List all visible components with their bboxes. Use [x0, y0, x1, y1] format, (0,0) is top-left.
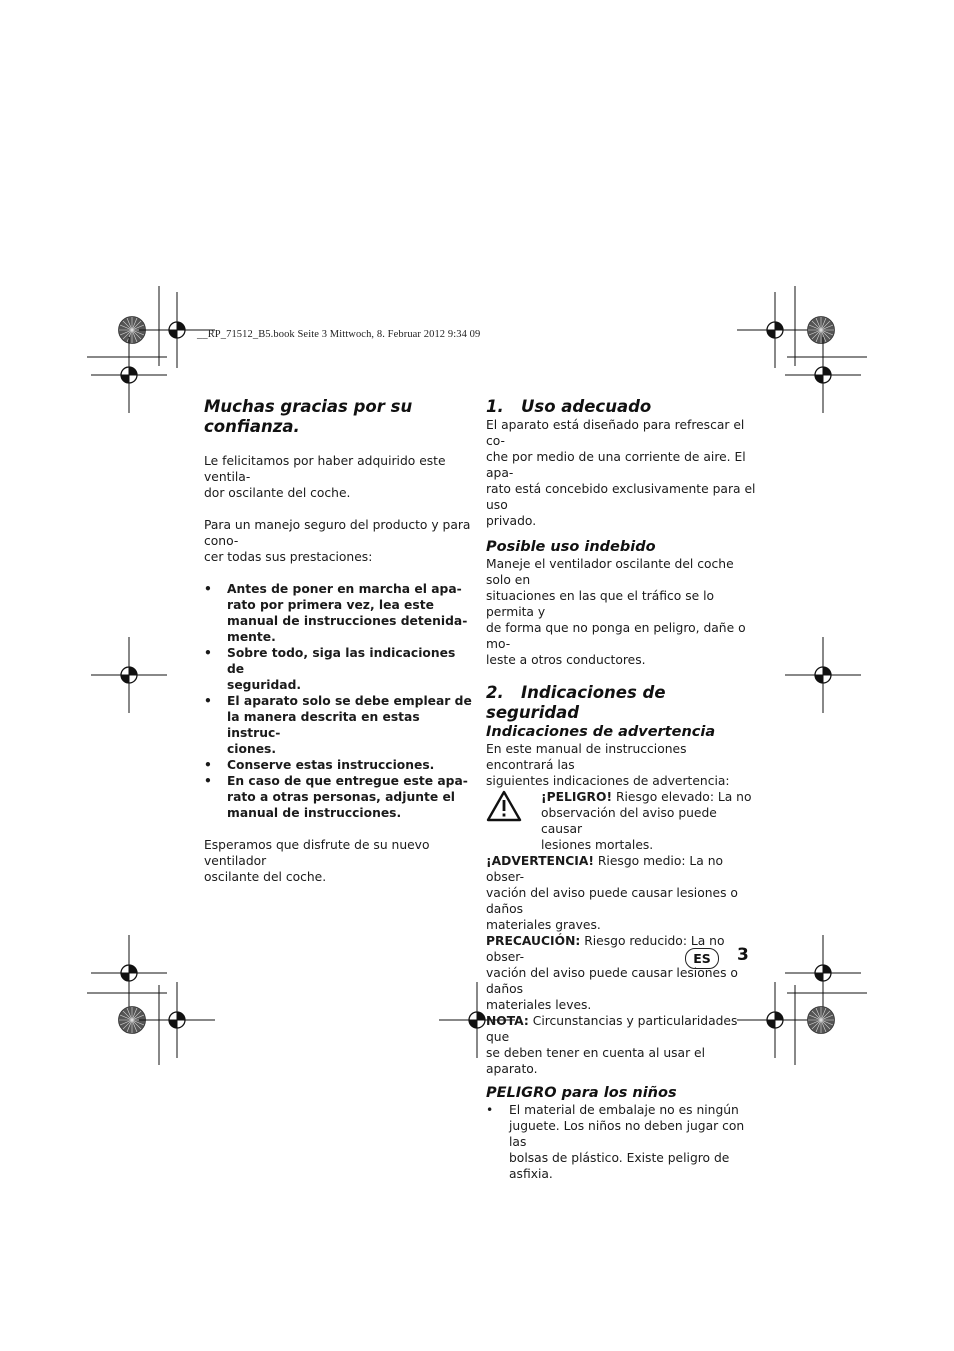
thanks-title: Muchas gracias por su confianza. [204, 397, 413, 436]
section-2-heading: 2. Indicaciones de seguridad [486, 683, 666, 722]
usage-paragraph: Para un manejo seguro del producto y para cono- cer todas sus prestaciones: [204, 518, 471, 564]
child-danger-heading: PELIGRO para los niños [486, 1085, 677, 1101]
warnings-intro: En este manual de instrucciones encontrará las siguientes indicaciones de advertencia: [486, 742, 730, 788]
instructions-list [204, 581, 472, 821]
caution-notice: PRECAUCIÓN: Riesgo reducido: La no obser- vación del aviso puede causar lesiones o daños materiales leves. [486, 934, 738, 1012]
note-notice: NOTA: Circunstancias y particularidades que se deben tener en cuenta al usar el aparato. [486, 1014, 738, 1076]
warnings-heading: Indicaciones de advertencia [486, 724, 716, 740]
left-column [204, 397, 472, 885]
print-file-header: __RP_71512_B5.book Seite 3 Mittwoch, 8. Februar 2012 9:34 09 [197, 329, 481, 340]
intended-use-paragraph: El aparato está diseñado para refrescar el co- che por medio de una corriente de aire. El apa- rato está concebido exclusivamente para el uso privado. [486, 418, 756, 528]
section-1-heading: 1. Uso adecuado [486, 397, 652, 416]
note-label: NOTA: [486, 1014, 529, 1028]
color-bar-star-bottom-right [808, 1007, 835, 1034]
list-item: • El material de embalaje no es ningún juguete. Los niños no deben jugar con las bolsas de plástico. Existe peligro de asfixia. [486, 1103, 745, 1181]
danger-label: ¡PELIGRO! [541, 790, 613, 804]
intro-paragraph: Le felicitamos por haber adquirido este ventila- dor oscilante del coche. [204, 454, 446, 500]
misuse-heading: Posible uso indebido [486, 539, 656, 555]
list-item: • Sobre todo, siga las indicaciones de seguridad. [204, 646, 456, 692]
list-item: • En caso de que entregue este apa- rato a otras personas, adjunte el manual de instrucciones. [204, 774, 468, 820]
danger-notice: ¡PELIGRO! Riesgo elevado: La no observación del aviso puede causar lesiones mortales. [486, 789, 756, 853]
warning-triangle-icon [486, 789, 541, 853]
list-item: • Conserve estas instrucciones. [204, 758, 435, 772]
warning-notice: ¡ADVERTENCIA! Riesgo medio: La no obser- vación del aviso puede causar lesiones o daños materiales graves. [486, 854, 738, 932]
language-badge: ES [685, 948, 719, 969]
misuse-paragraph: Maneje el ventilador oscilante del coche solo en situaciones en las que el tráfico se lo permita y de forma que no ponga en peligro, dañe o mo- leste a otros conductores. [486, 557, 746, 667]
color-bar-star-top-right [808, 317, 835, 344]
child-danger-list [486, 1102, 756, 1182]
closing-paragraph: Esperamos que disfrute de su nuevo ventilador oscilante del coche. [204, 838, 430, 884]
caution-label: PRECAUCIÓN: [486, 934, 581, 948]
list-item: • Antes de poner en marcha el apa- rato por primera vez, lea este manual de instrucciones detenida- mente. [204, 582, 468, 644]
list-item: • El aparato solo se debe emplear de la manera descrita en estas instruc- ciones. [204, 694, 472, 756]
right-column [486, 397, 756, 1182]
page-number: 3 [737, 945, 749, 965]
warning-label: ¡ADVERTENCIA! [486, 854, 594, 868]
